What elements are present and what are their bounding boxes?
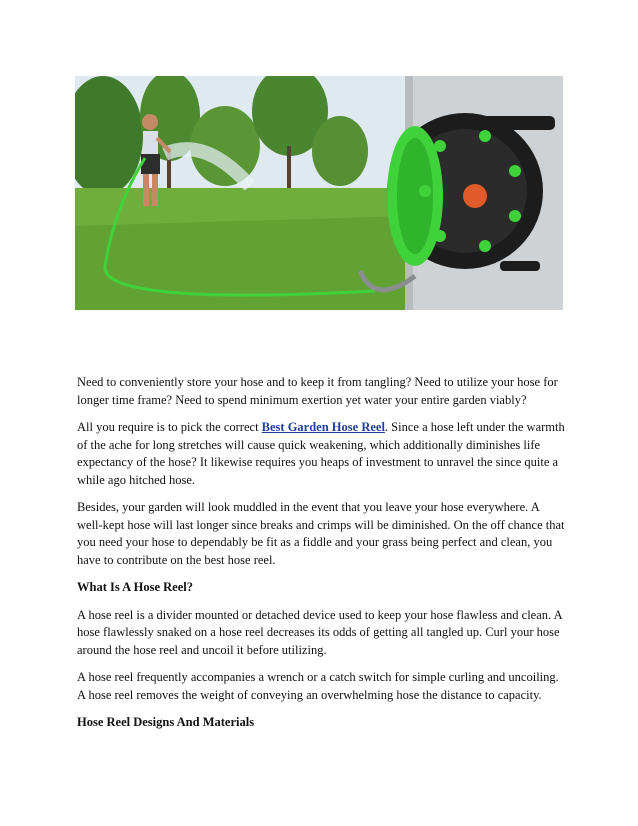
intro-paragraph: Need to conveniently store your hose and to keep it from tangling? Need to utilize your hose for longer time frame? Need to spend minimum exertion yet water your entire garden viably? (77, 375, 558, 407)
hero-image (75, 76, 563, 310)
paragraph-hose-reel-definition: A hose reel is a divider mounted or detached device used to keep your hose flawless and clean. A hose flawlessly snaked on a hose reel decreases its odds of getting all tangled up. Curl your hose around the hose reel and uncoil it before utilizing. (77, 607, 562, 657)
heading-what-is-hose-reel: What Is A Hose Reel? (77, 580, 193, 594)
paragraph-best-reel (77, 419, 565, 489)
paragraph-text-before: All you require is to pick the correct (77, 420, 262, 434)
paragraph-muddled-garden: Besides, your garden will look muddled in the event that you leave your hose everywhere. A well-kept hose will last longer since breaks and crimps will be diminished. On the off chance that you need your hose to dependably be fit as a fiddle and your grass being perfect and clean, you have to contribute on the best hose reel. (77, 500, 565, 567)
paragraph-text-after: . Since a hose left under the warmth of the ache for long stretches will cause quick weakening, which additionally diminishes life expectancy of the hose? It likewise requires you heaps of investment to unravel the since quite a while ago hitched hose. (77, 420, 565, 487)
best-garden-hose-reel-link[interactable]: Best Garden Hose Reel (261, 420, 385, 434)
garden-hose-reel-illustration (75, 76, 563, 310)
heading-designs-materials: Hose Reel Designs And Materials (77, 715, 255, 729)
reel-hub (463, 184, 487, 208)
article-body (77, 374, 565, 742)
crank-handle (500, 261, 540, 271)
paragraph-wrench-switch: A hose reel frequently accompanies a wrench or a catch switch for simple curling and uncoiling. A hose reel removes the weight of conveying an overwhelming hose the distance to capacity. (77, 670, 559, 702)
